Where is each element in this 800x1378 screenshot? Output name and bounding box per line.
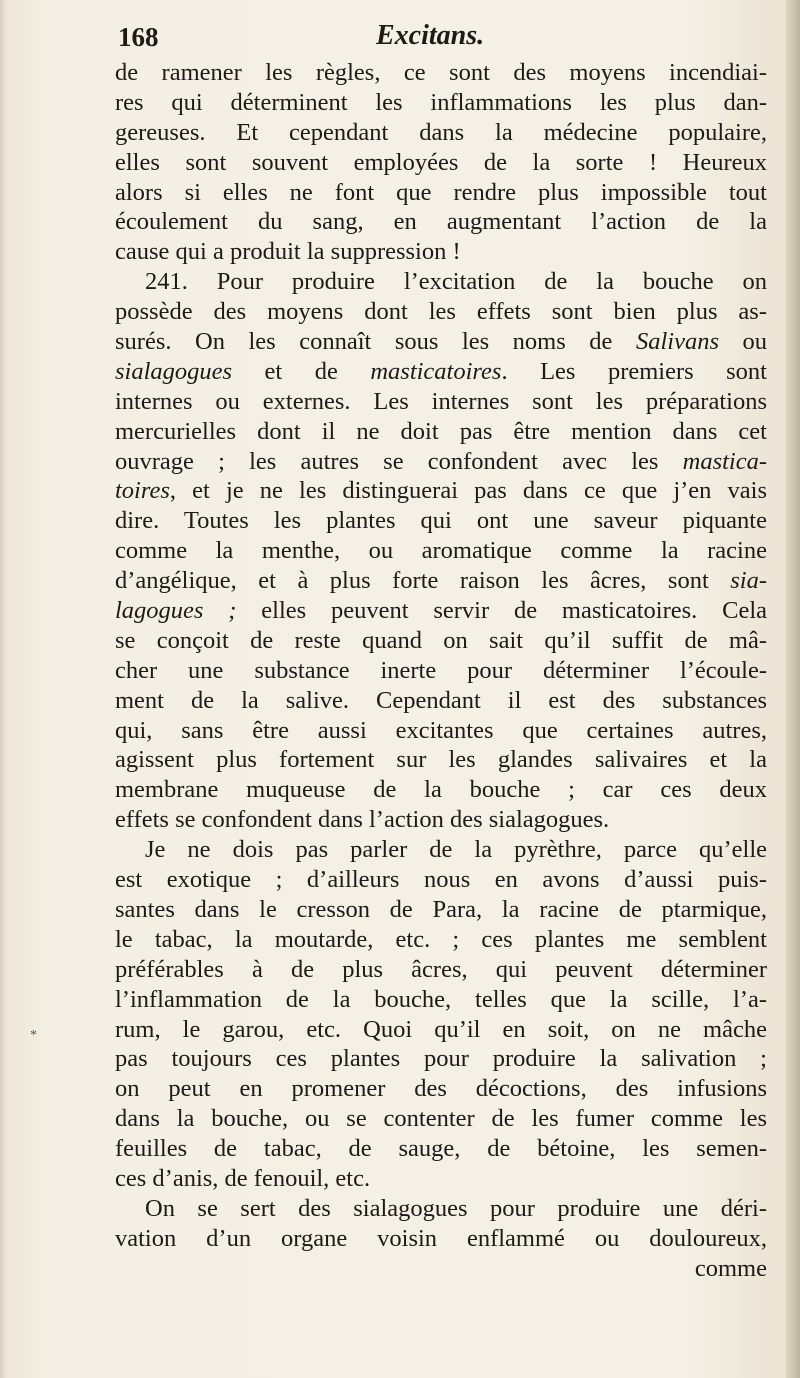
text-line: comme la menthe, ou aromatique comme la racine <box>115 537 767 565</box>
line-segment: elles peuvent servir de masticatoires. Cela <box>236 597 768 625</box>
text-line: ment de la salive. Cependant il est des substances <box>115 686 767 714</box>
text-line: écoulement du sang, en augmentant l’action de la <box>115 208 767 236</box>
body-text <box>115 58 767 1284</box>
text-line: se conçoit de reste quand on sait qu’il suffit de mâ- <box>115 626 767 654</box>
text-line: de ramener les règles, ce sont des moyens incendiai- <box>115 59 767 86</box>
italic-term: sia- <box>730 567 767 595</box>
page-gutter-shadow <box>0 0 6 1378</box>
running-header <box>118 20 768 60</box>
text-line: agissent plus fortement sur les glandes salivaires et la <box>115 746 767 774</box>
text-line: feuilles de tabac, de sauge, de bétoine, les semen- <box>115 1135 767 1163</box>
paragraph-start-line: 241. Pour produire l’excitation de la bouche on <box>145 268 767 296</box>
italic-term: Salivans <box>635 328 719 356</box>
paragraph-start-line: On se sert des sialagogues pour produire une déri- <box>145 1194 767 1222</box>
text-line <box>115 596 767 626</box>
text-line: dans la bouche, ou se contenter de les fumer comme les <box>115 1105 767 1133</box>
text-line: res qui déterminent les inflammations les plus dan- <box>115 88 767 116</box>
text-line: mercurielles dont il ne doit pas être mention dans cet <box>115 417 767 445</box>
italic-term: masticatoires <box>370 357 502 385</box>
text-line: l’inflammation de la bouche, telles que la scille, l’a- <box>115 985 767 1013</box>
text-line: alors si elles ne font que rendre plus impossible tout <box>115 178 767 206</box>
running-title: Excitans. <box>376 20 485 51</box>
text-line: rum, le garou, etc. Quoi qu’il en soit, on ne mâche <box>115 1015 767 1043</box>
line-segment: surés. On les connaît sous les noms de <box>115 328 636 356</box>
line-segment: ouvrage ; les autres se confondent avec les <box>115 447 683 475</box>
text-line: cher une substance inerte pour déterminer l’écoule- <box>115 656 767 684</box>
italic-term: sialagogues <box>115 357 233 385</box>
text-line: cause qui a produit la suppression ! <box>115 238 461 266</box>
italic-term: toires <box>115 477 170 505</box>
text-line: qui, sans être aussi excitantes que certaines autres, <box>115 716 767 744</box>
text-line <box>115 327 767 357</box>
text-line: vation d’un organe voisin enflammé ou douloureux, <box>115 1224 767 1252</box>
text-line: effets se confondent dans l’action des sialagogues. <box>115 806 610 834</box>
text-line: préférables à de plus âcres, qui peuvent déterminer <box>115 955 767 983</box>
text-line: ces d’anis, de fenouil, etc. <box>115 1164 371 1192</box>
text-line <box>115 357 767 387</box>
italic-term: mastica- <box>682 447 767 475</box>
line-segment: , et je ne les distinguerai pas dans ce que j’en vais <box>169 477 767 505</box>
text-line: on peut en promener des décoctions, des infusions <box>115 1075 767 1103</box>
text-line: possède des moyens dont les effets sont bien plus as- <box>115 298 767 326</box>
catchword: comme <box>694 1254 767 1282</box>
text-line: elles sont souvent employées de la sorte ! Heureux <box>115 148 767 176</box>
text-line <box>115 447 767 477</box>
text-line <box>115 566 767 596</box>
text-line: dire. Toutes les plantes qui ont une saveur piquante <box>115 507 767 535</box>
paragraph-start-line: Je ne dois pas parler de la pyrèthre, parce qu’elle <box>145 836 767 864</box>
page-edge-shadow <box>786 0 800 1378</box>
italic-term: lagogues ; <box>115 597 237 625</box>
line-segment: ou <box>718 328 768 356</box>
text-line: le tabac, la moutarde, etc. ; ces plantes me semblent <box>115 925 767 953</box>
text-line: membrane muqueuse de la bouche ; car ces deux <box>115 776 767 804</box>
text-line: santes dans le cresson de Para, la racine de ptarmique, <box>115 895 767 923</box>
text-line: internes ou externes. Les internes sont les préparations <box>115 387 767 415</box>
text-line: pas toujours ces plantes pour produire la salivation ; <box>115 1045 767 1073</box>
text-line <box>115 476 767 506</box>
margin-mark: * <box>30 1028 37 1043</box>
line-segment: d’angélique, et à plus forte raison les âcres, sont <box>115 567 731 595</box>
page-number: 168 <box>118 22 159 52</box>
line-segment: et de <box>232 357 371 385</box>
text-line: gereuses. Et cependant dans la médecine populaire, <box>115 118 767 146</box>
line-segment: . Les premiers sont <box>501 357 767 385</box>
text-line: est exotique ; d’ailleurs nous en avons d’aussi puis- <box>115 866 767 894</box>
